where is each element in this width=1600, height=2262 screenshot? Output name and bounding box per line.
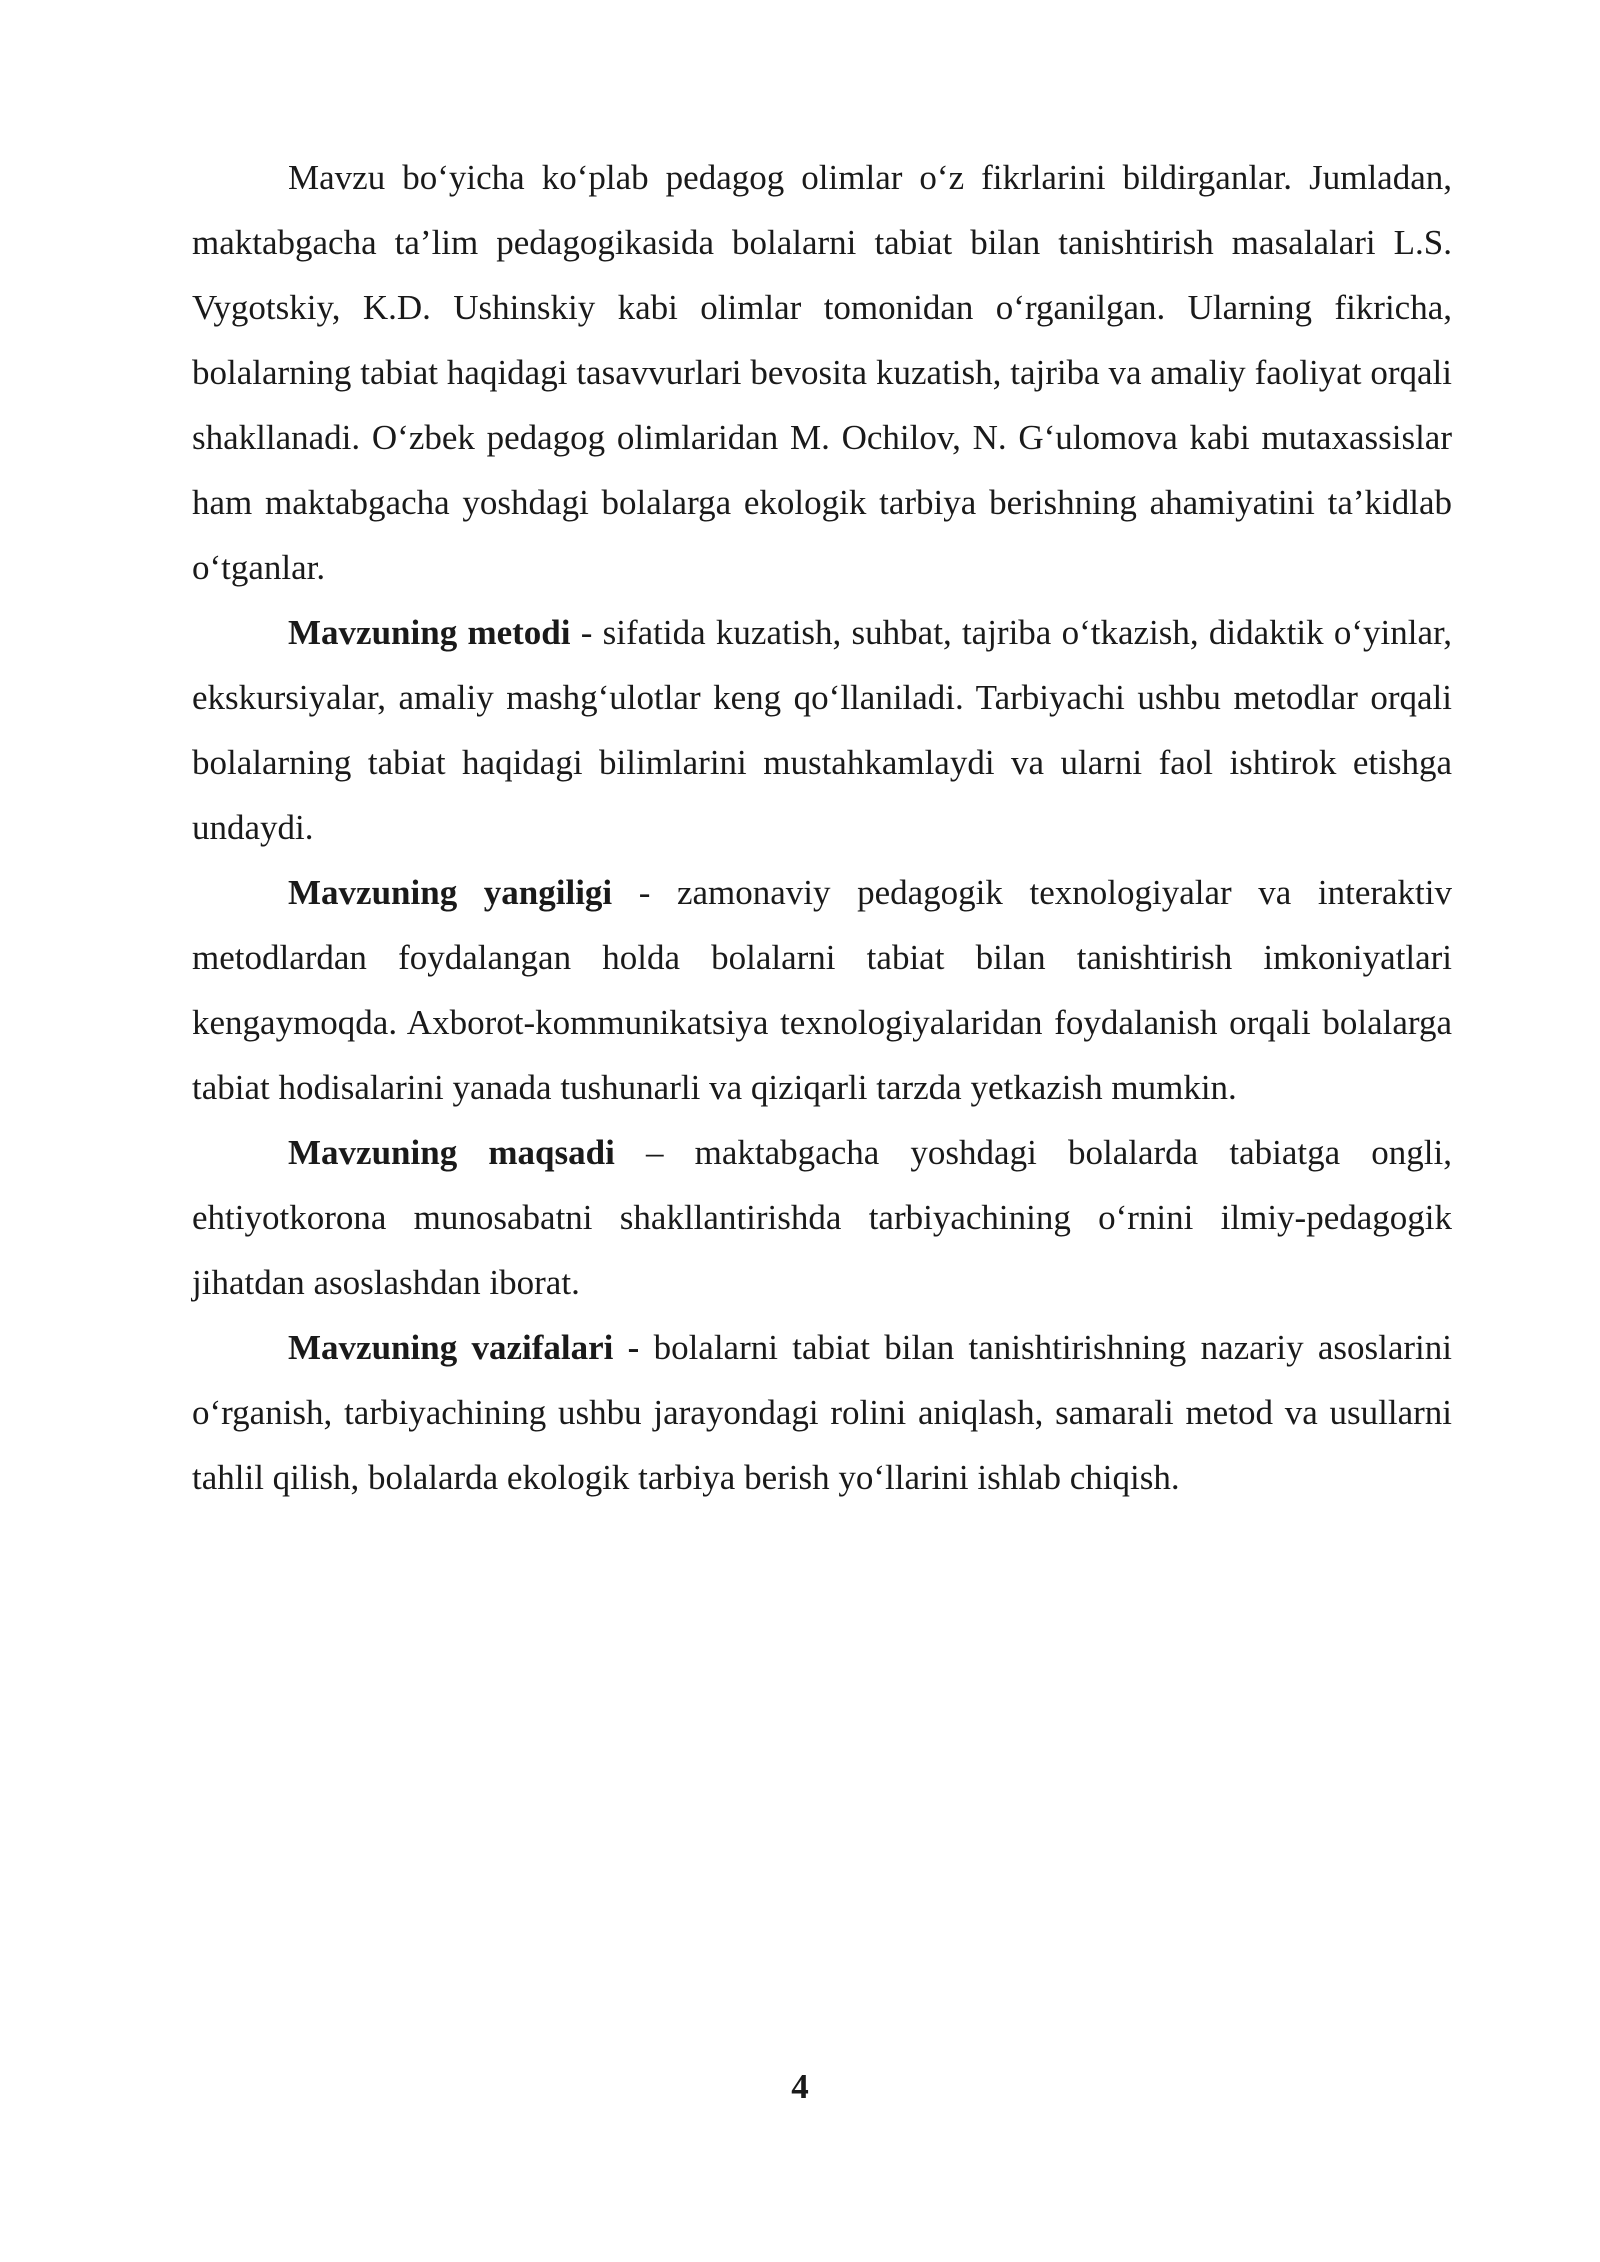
paragraph-method (192, 600, 1452, 860)
paragraph-tasks (192, 1315, 1452, 1510)
paragraph-heading: Mavzuning metodi (288, 613, 571, 652)
paragraph-intro (192, 145, 1452, 600)
paragraph-heading: Mavzuning yangiligi (288, 873, 613, 912)
paragraph-heading: Mavzuning maqsadi (288, 1133, 615, 1172)
paragraph-novelty (192, 860, 1452, 1120)
paragraph-heading: Mavzuning vazifalari - (288, 1328, 640, 1367)
paragraph-goal (192, 1120, 1452, 1315)
paragraph-text: Mavzu boʻyicha koʻplab pedagog olimlar oʻz fikrlarini bildirganlar. Jumladan, maktabgacha ta’lim pedagogikasida bolalarni tabiat bilan tanishtirish masalalari L.S. Vygotskiy, K.D. Ushinskiy kabi olimlar tomonidan oʻrganilgan. Ularning fikricha, bolalarning tabiat haqidagi tasavvurlari bevosita kuzatish, tajriba va amaliy faoliyat orqali shakllanadi. Oʻzbek pedagog olimlaridan M. Ochilov, N. Gʻulomova kabi mutaxassislar ham maktabgacha yoshdagi bolalarga ekologik tarbiya berishning ahamiyatini ta’kidlab oʻtganlar. (192, 158, 1452, 587)
paragraph-text: - sifatida kuzatish, suhbat, tajriba oʻtkazish, didaktik oʻyinlar, ekskursiyalar, amaliy mashgʻulotlar keng qoʻllaniladi. Tarbiyachi ushbu metodlar orqali bolalarning tabiat haqidagi bilimlarini mustahkamlaydi va ularni faol ishtirok etishga undaydi. (192, 613, 1452, 847)
paragraph-text: bolalarni tabiat bilan tanishtirishning nazariy asoslarini oʻrganish, tarbiyachining ushbu jarayondagi rolini aniqlash, samarali metod va usullarni tahlil qilish, bolalarda ekologik tarbiya berish yoʻllarini ishlab chiqish. (192, 1328, 1452, 1497)
paragraph-text: - zamonaviy pedagogik texnologiyalar va interaktiv metodlardan foydalangan holda bolalarni tabiat bilan tanishtirish imkoniyatlari kengaymoqda. Axborot-kommunikatsiya texnologiyalaridan foydalanish orqali bolalarga tabiat hodisalarini yanada tushunarli va qiziqarli tarzda yetkazish mumkin. (192, 873, 1452, 1107)
paragraph-text: – maktabgacha yoshdagi bolalarda tabiatga ongli, ehtiyotkorona munosabatni shakllantirishda tarbiyachining oʻrnini ilmiy-pedagogik jihatdan asoslashdan iborat. (192, 1133, 1452, 1302)
page-number: 4 (791, 2067, 809, 2106)
document-body (192, 145, 1452, 1510)
